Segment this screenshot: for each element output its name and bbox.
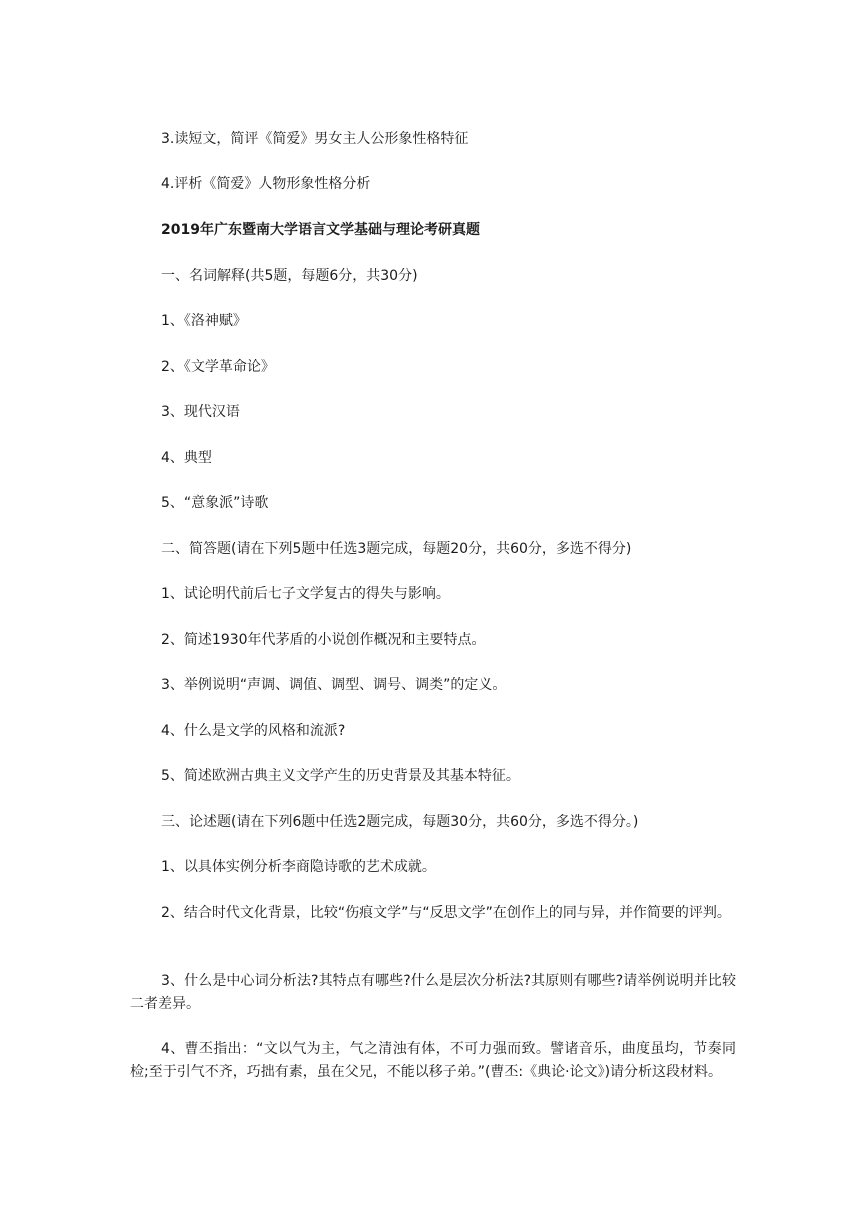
question-line: 1、《洛神赋》 [161,313,247,329]
question-line: 5、“意象派”诗歌 [161,495,269,511]
question-line: 2、简述1930年代茅盾的小说创作概况和主要特点。 [161,632,486,648]
section-heading: 三、论述题(请在下列6题中任选2题完成，每题30分，共60分，多选不得分。) [161,814,639,830]
question-line: 4、什么是文学的风格和流派? [161,723,346,739]
section-heading: 一、名词解释(共5题，每题6分，共30分) [161,268,418,284]
question-line: 1、试论明代前后七子文学复古的得失与影响。 [161,586,450,602]
question-paragraph: 4、曹丕指出：“文以气为主，气之清浊有体，不可力强而致。譬诸音乐，曲度虽均，节奏同检;至于引气不齐，巧拙有素，虽在父兄，不能以移子弟。”(曹丕:《典论·论文》)请分析这段材料。 [130,1041,736,1080]
exam-title: 2019年广东暨南大学语言文学基础与理论考研真题 [161,222,480,238]
question-line: 3、举例说明“声调、调值、调型、调号、调类”的定义。 [161,677,507,693]
section-heading: 二、简答题(请在下列5题中任选3题完成，每题20分，共60分，多选不得分) [161,541,632,557]
question-line: 3、现代汉语 [161,404,240,420]
question-line: 1、以具体实例分析李商隐诗歌的艺术成就。 [161,859,436,875]
question-line: 3.读短文，简评《简爱》男女主人公形象性格特征 [161,131,469,147]
question-paragraph: 2、结合时代文化背景，比较“伤痕文学”与“反思文学”在创作上的同与异，并作简要的评判。 [161,905,731,921]
question-paragraph: 3、什么是中心词分析法?其特点有哪些?什么是层次分析法?其原则有哪些?请举例说明并比较二者差异。 [130,973,736,1012]
question-line: 4.评析《简爱》人物形象性格分析 [161,176,371,192]
question-line: 4、典型 [161,450,212,466]
question-line: 5、简述欧洲古典主义文学产生的历史背景及其基本特征。 [161,768,520,784]
question-line: 2、《文学革命论》 [161,359,275,375]
